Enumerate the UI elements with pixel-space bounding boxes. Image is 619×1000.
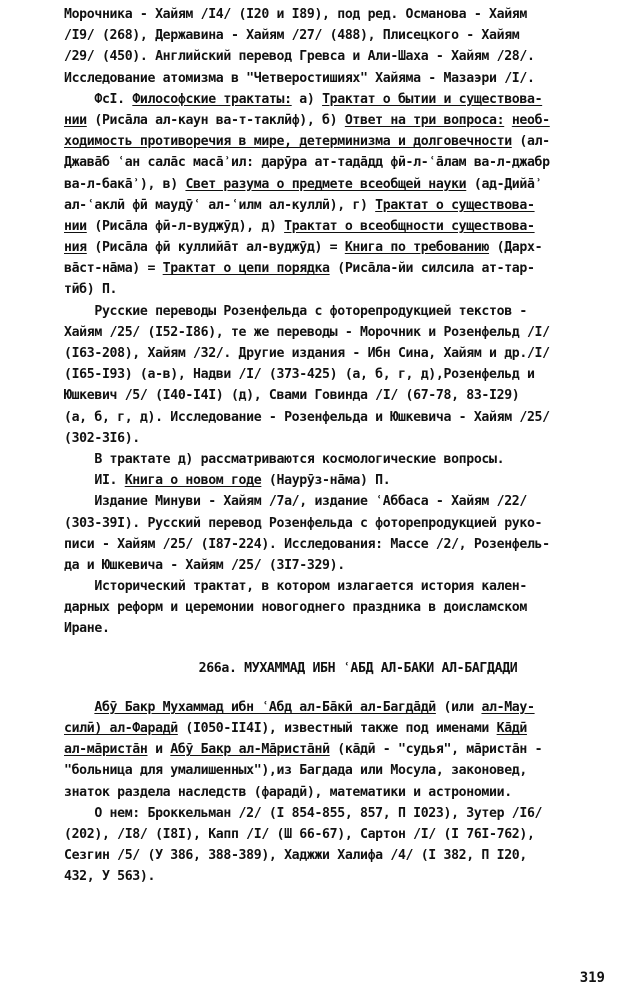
- text-line: 432, У 563).: [64, 869, 156, 885]
- underlined-title: Философские трактаты:: [132, 91, 292, 107]
- text-line: Юшкевич /5/ (I40-I4I) (д), Свами Говинда /I/ (67-78, 83-I29): [64, 388, 520, 404]
- text-line: ал-ʿаклӣ фӣ маудӯʿ ал-ʿилм ал-куллӣ), г) Трактат о существова-: [64, 197, 535, 213]
- text-line: (I65-I93) (а-в), Надви /I/ (373-425) (а, б, г, д),Розенфельд и: [64, 367, 535, 383]
- text-line: Издание Минуви - Хайям /7а/, издание ʿАббаса - Хайям /22/: [64, 494, 527, 510]
- underlined-title: Свет разума о предмете всеобщей науки: [185, 176, 467, 192]
- text-line: силӣ) ал-Фарадӣ (I050-II4I), известный также под именами Кāдӣ: [64, 721, 527, 736]
- text-line: (202), /I8/ (I8I), Капп /I/ (Ш 66-67), Сартон /I/ (I 76I-762),: [64, 826, 535, 842]
- text-line: писи - Хайям /25/ (I87-224). Исследования: Массе /2/, Розенфель-: [64, 536, 550, 552]
- underlined-title: Трактат о цепи порядка: [162, 261, 330, 277]
- text-line: Морочника - Хайям /I4/ (I20 и I89), под ред. Османова - Хайям: [64, 7, 527, 22]
- text-line: Исследование атомизма в "Четверостишиях" Хайяма - Мазаэри /I/.: [64, 70, 535, 86]
- text-line: тӣб) П.: [64, 282, 118, 298]
- text-line: ходимость противоречия в мире, детерминизма и долговечности (ал-: [64, 134, 550, 150]
- underlined-title: ходимость противоречия в мире, детерминизма и долговечности: [64, 134, 512, 150]
- text-line: (а, б, г, д). Исследование - Розенфельда и Юшкевича - Хайям /25/: [64, 409, 550, 425]
- spacer: [64, 640, 612, 658]
- underlined-name: ал-Мау-: [481, 699, 535, 715]
- text-line: вāст-нāма) = Трактат о цепи порядка (Рисāла-йи силсила ат-тар-: [64, 261, 535, 277]
- text-line: О нем: Броккельман /2/ (I 854-855, 857, П I023), Зутер /I6/: [64, 805, 543, 821]
- underlined-title: нии: [64, 218, 87, 234]
- text-line: "больница для умалишенных"),из Багдада или Мосула, законовед,: [64, 763, 527, 779]
- underlined-name: Кāдӣ: [496, 721, 527, 736]
- text-line: нии (Рисāла ал-каун ва-т-таклӣф), б) Ответ на три вопроса: необ-: [64, 112, 550, 128]
- text-line: нии (Рисāла фӣ-л-вуджӯд), д) Трактат о всеобщности существова-: [64, 218, 535, 234]
- text-block: [64, 4, 612, 888]
- text-line: (I63-208), Хайям /32/. Другие издания - Ибн Сина, Хайям и др./I/: [64, 346, 550, 361]
- text-line: Русские переводы Розенфельда с фоторепродукцией текстов -: [64, 303, 527, 319]
- section-heading: 266а. МУХАММАД ИБН ʿАБД АЛ-БАКИ АЛ-БАГДАДИ: [198, 660, 518, 676]
- text-line: /I9/ (268), Державина - Хайям /27/ (488), Плисецкого - Хайям: [64, 28, 520, 44]
- underlined-title: Трактат о бытии и существова-: [322, 91, 543, 107]
- text-line: ва-л-бакāʾ), в) Свет разума о предмете всеобщей науки (ад-Дийāʾ: [64, 176, 543, 192]
- underlined-title: Книга по требованию: [344, 240, 490, 256]
- text-line: Иране.: [64, 621, 110, 637]
- text-line: Джавāб ʿан салāс масāʾил: дарӯра ат-тадāдд фӣ-л-ʿāлам ва-л-джабр: [64, 155, 550, 171]
- underlined-title: ния: [64, 240, 87, 256]
- text-line: (302-3I6).: [64, 430, 140, 446]
- underlined-name: силӣ) ал-Фарадӣ: [64, 721, 178, 736]
- text-line: ФсI. Философские трактаты: а) Трактат о бытии и существова-: [64, 91, 543, 107]
- text-line: Сезгин /5/ (У 386, 388-389), Хаджжи Халифа /4/ (I 382, П I20,: [64, 848, 527, 864]
- underlined-title: необ-: [511, 112, 550, 128]
- text-line: (303-39I). Русский перевод Розенфельда с фоторепродукцией руко-: [64, 515, 543, 531]
- text-line: В трактате д) рассматриваются космологические вопросы.: [64, 451, 505, 467]
- text-line: ния (Рисāла фӣ куллийāт ал-вуджӯд) = Книга по требованию (Дарх-: [64, 240, 543, 256]
- text-line: Исторический трактат, в котором излагается история кален-: [64, 579, 527, 595]
- text-line: да и Юшкевича - Хайям /25/ (3I7-329).: [64, 557, 345, 573]
- underlined-title: Книга о новом годе: [124, 473, 262, 489]
- underlined-name: Абӯ Бакр ал-Мāристāнӣ: [170, 742, 330, 758]
- underlined-title: Трактат о всеобщности существова-: [284, 218, 535, 234]
- page-number: 319: [579, 970, 605, 986]
- text-line: знаток раздела наследств (фарадӣ), математики и астрономии.: [64, 784, 512, 800]
- text-line: Хайям /25/ (I52-I86), те же переводы - Морочник и Розенфельд /I/: [64, 324, 550, 340]
- underlined-name: ал-мāристāн: [64, 742, 148, 758]
- text-line: Абӯ Бакр Мухаммад ибн ʿАбд ал-Бāкӣ ал-Багдāдӣ (или ал-Мау-: [94, 699, 535, 715]
- text-line: дарных реформ и церемонии новогоднего праздника в доисламском: [64, 600, 527, 616]
- underlined-title: нии: [64, 112, 87, 128]
- underlined-name: Абӯ Бакр Мухаммад ибн ʿАбд ал-Бāкӣ ал-Багдāдӣ: [94, 699, 436, 715]
- text-line: ИI. Книга о новом годе (Наурӯз-нāма) П.: [64, 473, 391, 489]
- underlined-title: Трактат о существова-: [375, 197, 535, 213]
- text-line: ал-мāристāн и Абӯ Бакр ал-Мāристāнӣ (кāдӣ - "судья", мāристāн -: [64, 742, 543, 758]
- spacer: [64, 679, 612, 697]
- underlined-title: Ответ на три вопроса:: [344, 112, 505, 128]
- text-line: /29/ (450). Английский перевод Гревса и Али-Шаха - Хайям /28/.: [64, 49, 535, 65]
